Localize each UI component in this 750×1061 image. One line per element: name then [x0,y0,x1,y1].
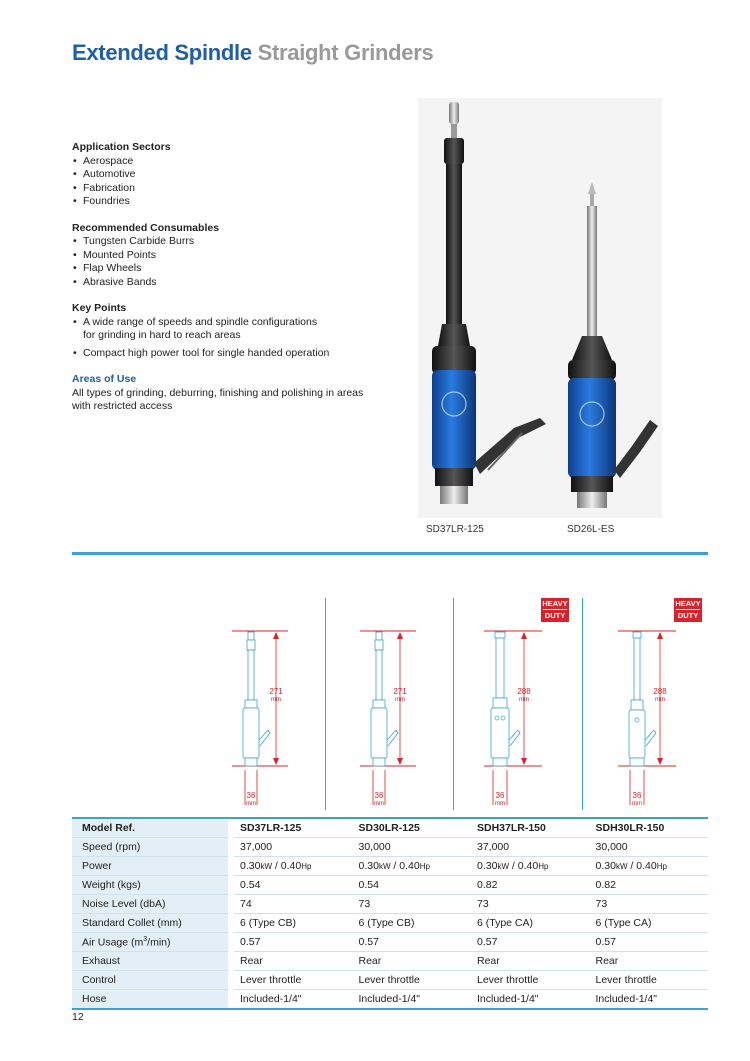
model-header: SDH30LR-150 [590,818,709,838]
table-row [72,876,708,895]
row-label: Hose [72,990,228,1010]
header-label: Model Ref. [72,818,228,838]
cell: 6 (Type CA) [471,914,590,933]
application-sectors-heading: Application Sectors [72,141,171,153]
list-item: • Tungsten Carbide Burrs [72,235,402,249]
length-unit: mm [395,697,405,703]
list-item: • Abrasive Bands [72,276,402,290]
cell: Lever throttle [353,971,472,990]
cell: 73 [471,895,590,914]
list-item [72,316,402,343]
cell: 37,000 [234,838,353,857]
cell: Included-1/4" [234,990,353,1010]
length-value: 288 [517,687,531,696]
cell: Rear [590,952,709,971]
badge-line1: HEAVY [542,599,568,608]
dimension-diagram-sdh30lr-150 [618,630,678,810]
table-row [72,857,708,876]
cell: Included-1/4" [471,990,590,1010]
cell: 0.30kW / 0.40Hp [353,857,472,876]
cell: 30,000 [590,838,709,857]
cell: Lever throttle [471,971,590,990]
consumables-heading: Recommended Consumables [72,221,220,234]
table-row [72,990,708,1010]
cell: 0.82 [590,876,709,895]
tool-sd37lr-125 [432,102,546,504]
cell: 0.30kW / 0.40Hp [590,857,709,876]
table-row [72,914,708,933]
length-value: 288 [653,687,667,696]
column-divider [453,598,454,810]
tool-sd26l-es [568,182,658,508]
row-label: Power [72,857,228,876]
model-header: SD37LR-125 [234,818,353,838]
column-divider [582,598,583,810]
list-item: • Compact high power tool for single handed operation [72,347,402,361]
row-label: Speed (rpm) [72,838,228,857]
length-unit: mm [519,697,529,703]
section-divider [72,552,708,555]
model-header: SDH37LR-150 [471,818,590,838]
cell: 0.57 [590,933,709,952]
list-item: • Aerospace [72,155,402,169]
row-label: Air Usage $(m^3/\min)$ [72,933,228,952]
caption-sd37lr-125: SD37LR-125 [426,524,484,535]
spec-table [72,817,708,1010]
badge-line1: HEAVY [675,599,701,608]
page-title [72,40,433,66]
cell: 74 [234,895,353,914]
badge-line2: DUTY [544,611,566,620]
consumables-list [72,235,402,289]
table-row [72,971,708,990]
table-row [72,895,708,914]
caption-sd26l-es: SD26L-ES [567,524,615,535]
diameter-value: 36 [246,791,256,800]
cell: 0.82 [471,876,590,895]
cell: 6 (Type CA) [590,914,709,933]
cell: 0.30kW / 0.40Hp [471,857,590,876]
table-header-row [72,818,708,838]
dimension-diagram-sdh37lr-150 [484,630,544,810]
cell: Lever throttle [234,971,353,990]
length-value: 271 [269,687,283,696]
cell: 6 (Type CB) [353,914,472,933]
list-item: • Mounted Points [72,249,402,263]
diameter-value: 36 [374,791,384,800]
length-unit: mm [271,697,281,703]
cell: 6 (Type CB) [234,914,353,933]
cell: 0.30kW / 0.40Hp [234,857,353,876]
diameter-unit: mm [374,801,384,807]
table-row [72,933,708,952]
cell: Included-1/4" [353,990,472,1010]
dimension-diagram-sd37lr-125 [232,630,292,810]
areas-of-use-text [72,387,402,414]
cell: Rear [234,952,353,971]
page-number: 12 [72,1011,84,1023]
key-points-heading: Key Points [72,302,127,314]
cell: Lever throttle [590,971,709,990]
table-row [72,952,708,971]
list-item: • Automotive [72,168,402,182]
table-row [72,838,708,857]
diameter-unit: mm [495,801,505,807]
cell: 0.57 [353,933,472,952]
application-sectors-list [72,155,402,209]
cell: Rear [471,952,590,971]
length-unit: mm [655,697,665,703]
diameter-value: 36 [495,791,505,800]
length-value: 271 [393,687,407,696]
cell: 73 [353,895,472,914]
dimension-diagram-sd30lr-125 [360,630,420,810]
cell: Included-1/4" [590,990,709,1010]
row-label: Noise Level (dbA) [72,895,228,914]
column-divider [325,598,326,810]
key-point-line1: A wide range of speeds and spindle configurations [83,315,318,328]
list-item: • Foundries [72,195,402,209]
list-item: • Fabrication [72,182,402,196]
grinders-illustration [418,98,662,518]
heavy-duty-badge [674,598,702,622]
cell: 0.57 [471,933,590,952]
areas-of-use-heading: Areas of Use [72,373,137,385]
cell: 37,000 [471,838,590,857]
cell: 0.54 [234,876,353,895]
cell: 0.54 [353,876,472,895]
areas-line1: All types of grinding, deburring, finishing and polishing in areas [72,386,364,399]
list-item: • Flap Wheels [72,262,402,276]
row-label: Exhaust [72,952,228,971]
cell: 0.57 [234,933,353,952]
cell: 30,000 [353,838,472,857]
row-label: Standard Collet (mm) [72,914,228,933]
title-part1: Extended Spindle [72,40,252,65]
intro-section [72,141,402,414]
row-label: Control [72,971,228,990]
key-points-list [72,316,402,361]
cell: Rear [353,952,472,971]
areas-line2: with restricted access [72,400,173,412]
model-header: SD30LR-125 [353,818,472,838]
diameter-unit: mm [246,801,256,807]
row-label: Weight (kgs) [72,876,228,895]
key-point-line2: for grinding in hard to reach areas [83,329,241,341]
product-photo [418,98,662,518]
title-part2: Straight Grinders [257,40,434,65]
cell: 73 [590,895,709,914]
diameter-value: 36 [632,791,642,800]
heavy-duty-badge [541,598,569,622]
diameter-unit: mm [632,801,642,807]
badge-line2: DUTY [677,611,699,620]
